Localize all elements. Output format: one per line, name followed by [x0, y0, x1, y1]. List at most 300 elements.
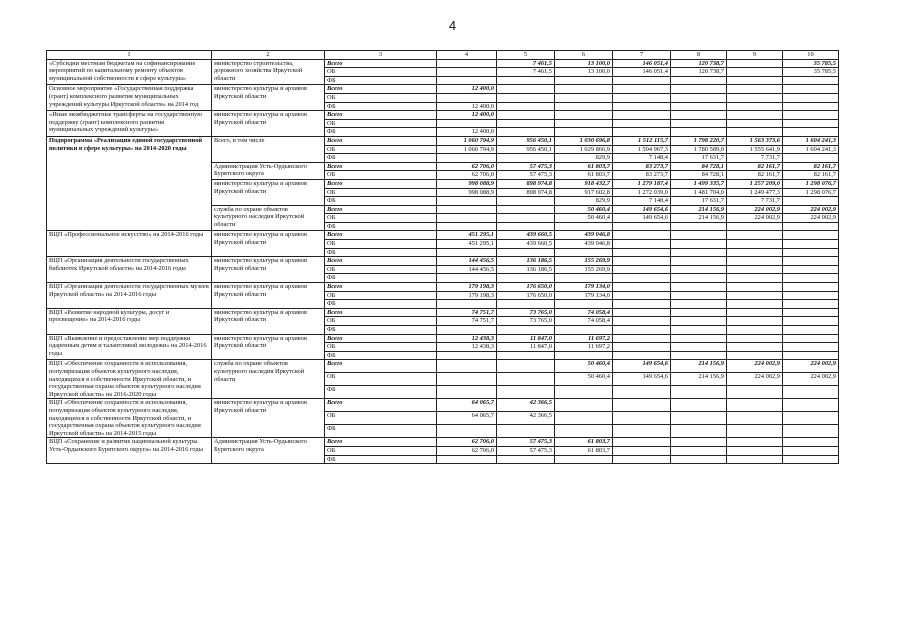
amount-cell: 13 100,0 [555, 68, 613, 77]
amount-cell: 1 257 209,0 [727, 179, 783, 188]
amount-cell [613, 93, 671, 102]
amount-cell [613, 300, 671, 309]
executor: министерство культуры и архивов Иркутской области [212, 283, 325, 309]
column-header: 9 [727, 51, 783, 60]
amount-cell: 1 504 967,3 [613, 145, 671, 154]
funding-source: Всего [325, 334, 437, 343]
amount-cell [671, 240, 727, 249]
amount-cell [783, 291, 839, 300]
amount-cell [497, 300, 555, 309]
amount-cell [613, 248, 671, 257]
amount-cell [613, 438, 671, 447]
program-name: ВЦП «Профессиональное искусство» на 2014-2016 годы [47, 231, 212, 257]
amount-cell [613, 308, 671, 317]
funding-source: ФБ [325, 351, 437, 360]
amount-cell [555, 425, 613, 438]
table-row [47, 231, 839, 240]
page-number: 4 [448, 18, 457, 33]
amount-cell [613, 283, 671, 292]
amount-cell: 214 156,9 [671, 360, 727, 373]
amount-cell: 1 060 794,9 [437, 145, 497, 154]
amount-cell [613, 399, 671, 412]
amount-cell [437, 425, 497, 438]
funding-source: ФБ [325, 425, 437, 438]
amount-cell [727, 425, 783, 438]
funding-source: ФБ [325, 248, 437, 257]
amount-cell [497, 326, 555, 335]
amount-cell: 146 051,4 [613, 59, 671, 68]
amount-cell [497, 85, 555, 94]
executor: министерство культуры и архивов Иркутской области [212, 231, 325, 257]
funding-source: Всего [325, 179, 437, 188]
funding-source: ФБ [325, 274, 437, 283]
amount-cell: 214 156,9 [671, 214, 727, 223]
amount-cell [437, 68, 497, 77]
funding-source: Всего [325, 257, 437, 266]
column-header: 5 [497, 51, 555, 60]
funding-source: Всего [325, 59, 437, 68]
amount-cell [555, 128, 613, 137]
amount-cell: 1 798 220,7 [671, 136, 727, 145]
table-body [47, 51, 839, 464]
amount-cell: 7 148,4 [613, 154, 671, 163]
amount-cell [497, 222, 555, 231]
column-header: 6 [555, 51, 613, 60]
amount-cell [671, 343, 727, 352]
executor: Администрация Усть-Ордынского Бурятского округа [212, 438, 325, 464]
amount-cell [555, 248, 613, 257]
amount-cell [497, 455, 555, 464]
amount-cell: 224 002,9 [783, 205, 839, 214]
amount-cell: 17 631,7 [671, 197, 727, 206]
amount-cell: 155 269,9 [555, 265, 613, 274]
amount-cell [783, 231, 839, 240]
program-name: Основное мероприятие «Государственная поддержка (грант) комплексного развития муниципальных учреждений культуры Иркутской области» на 2014 год [47, 85, 212, 111]
amount-cell: 57 475,3 [497, 171, 555, 180]
amount-cell [727, 351, 783, 360]
amount-cell: 1 030 696,8 [555, 136, 613, 145]
executor: министерство культуры и архивов Иркутской области [212, 111, 325, 137]
amount-cell: 179 134,0 [555, 291, 613, 300]
amount-cell [613, 343, 671, 352]
table-row [47, 438, 839, 447]
executor: Всего, в том числе [212, 136, 325, 162]
amount-cell [613, 317, 671, 326]
amount-cell: 12 438,3 [437, 343, 497, 352]
executor: министерство культуры и архивов Иркутской области [212, 399, 325, 438]
amount-cell: 74 058,4 [555, 308, 613, 317]
amount-cell [437, 351, 497, 360]
amount-cell [613, 386, 671, 399]
funding-source: Всего [325, 85, 437, 94]
amount-cell: 12 400,0 [437, 102, 497, 111]
table-row [47, 283, 839, 292]
amount-cell [437, 248, 497, 257]
funding-source: Всего [325, 136, 437, 145]
amount-cell [727, 317, 783, 326]
amount-cell [727, 240, 783, 249]
amount-cell [671, 265, 727, 274]
funding-source: Всего [325, 162, 437, 171]
amount-cell [783, 399, 839, 412]
amount-cell [671, 274, 727, 283]
amount-cell: 956 450,1 [497, 136, 555, 145]
amount-cell [727, 119, 783, 128]
column-header: 3 [325, 51, 437, 60]
amount-cell [555, 351, 613, 360]
amount-cell [497, 386, 555, 399]
amount-cell: 1 604 241,3 [783, 136, 839, 145]
amount-cell [783, 111, 839, 120]
amount-cell [613, 265, 671, 274]
amount-cell [671, 257, 727, 266]
amount-cell [783, 197, 839, 206]
amount-cell [497, 214, 555, 223]
amount-cell: 224 002,9 [783, 373, 839, 386]
funding-source: ФБ [325, 76, 437, 85]
funding-source: Всего [325, 360, 437, 373]
amount-cell [783, 119, 839, 128]
amount-cell: 829,9 [555, 154, 613, 163]
amount-cell [555, 455, 613, 464]
amount-cell [555, 93, 613, 102]
amount-cell: 62 706,0 [437, 171, 497, 180]
amount-cell [613, 274, 671, 283]
amount-cell: 1 029 866,9 [555, 145, 613, 154]
amount-cell [727, 334, 783, 343]
amount-cell [783, 351, 839, 360]
amount-cell [783, 76, 839, 85]
amount-cell: 1 272 039,0 [613, 188, 671, 197]
amount-cell: 82 161,7 [783, 171, 839, 180]
amount-cell: 74 751,7 [437, 317, 497, 326]
amount-cell [437, 214, 497, 223]
amount-cell [783, 93, 839, 102]
amount-cell [437, 274, 497, 283]
amount-cell: 179 134,0 [555, 283, 613, 292]
amount-cell: 1 298 076,7 [783, 188, 839, 197]
amount-cell: 11 697,2 [555, 343, 613, 352]
table-row [47, 308, 839, 317]
amount-cell [783, 446, 839, 455]
amount-cell [613, 351, 671, 360]
program-name: ВЦП «Организация деятельности государственных музеев Иркутской области» на 2014-2016 годы [47, 283, 212, 309]
amount-cell: 82 161,7 [727, 171, 783, 180]
amount-cell [437, 373, 497, 386]
amount-cell [613, 222, 671, 231]
amount-cell [613, 334, 671, 343]
amount-cell: 7 731,7 [727, 197, 783, 206]
table-row [47, 257, 839, 266]
amount-cell: 7 148,4 [613, 197, 671, 206]
amount-cell: 224 002,9 [727, 360, 783, 373]
executor: министерство культуры и архивов Иркутской области [212, 308, 325, 334]
program-name: ВЦП «Сохранение и развитие национальной культуры Усть-Ордынского Бурятского округа» на 2014-2016 годы [47, 438, 212, 464]
amount-cell [727, 308, 783, 317]
amount-cell: 898 974,8 [497, 179, 555, 188]
amount-cell: 144 456,5 [437, 257, 497, 266]
column-header: 4 [437, 51, 497, 60]
amount-cell: 224 002,9 [783, 214, 839, 223]
amount-cell [555, 119, 613, 128]
amount-cell: 155 269,9 [555, 257, 613, 266]
amount-cell: 214 156,9 [671, 373, 727, 386]
amount-cell [671, 111, 727, 120]
amount-cell: 62 706,0 [437, 162, 497, 171]
amount-cell: 61 803,7 [555, 162, 613, 171]
amount-cell: 11 697,2 [555, 334, 613, 343]
amount-cell [613, 412, 671, 425]
amount-cell: 1 512 115,7 [613, 136, 671, 145]
executor: министерство культуры и архивов Иркутской области [212, 334, 325, 360]
amount-cell: 12 400,0 [437, 85, 497, 94]
amount-cell: 136 186,5 [497, 265, 555, 274]
amount-cell [783, 300, 839, 309]
amount-cell: 83 273,7 [613, 162, 671, 171]
amount-cell [671, 128, 727, 137]
funding-source: ОБ [325, 317, 437, 326]
program-name: ВЦП «Развитие народной культуры, досуг и просвещение» на 2014-2016 годы [47, 308, 212, 334]
amount-cell [727, 446, 783, 455]
amount-cell: 149 654,6 [613, 360, 671, 373]
amount-cell: 50 460,4 [555, 373, 613, 386]
amount-cell [783, 257, 839, 266]
amount-cell: 1 249 477,3 [727, 188, 783, 197]
amount-cell [727, 85, 783, 94]
amount-cell [437, 197, 497, 206]
amount-cell: 224 002,9 [783, 360, 839, 373]
funding-source: ОБ [325, 291, 437, 300]
amount-cell: 64 065,7 [437, 412, 497, 425]
amount-cell: 176 650,0 [497, 283, 555, 292]
amount-cell [727, 386, 783, 399]
amount-cell: 50 460,4 [555, 360, 613, 373]
amount-cell [555, 76, 613, 85]
amount-cell [671, 399, 727, 412]
program-name: ВЦП «Выявление и предоставление мер поддержки одаренным детям и талантливой молодежи» на 2014-2016 годы [47, 334, 212, 360]
amount-cell: 50 460,4 [555, 214, 613, 223]
funding-source: ФБ [325, 326, 437, 335]
amount-cell [555, 102, 613, 111]
executor: служба по охране объектов культурного наследия Иркутской области [212, 205, 325, 231]
table-row [47, 334, 839, 343]
amount-cell [727, 111, 783, 120]
amount-cell: 84 728,1 [671, 162, 727, 171]
amount-cell [783, 425, 839, 438]
amount-cell [613, 119, 671, 128]
amount-cell [727, 128, 783, 137]
amount-cell: 62 706,0 [437, 446, 497, 455]
amount-cell [727, 300, 783, 309]
funding-source: ОБ [325, 171, 437, 180]
column-header: 8 [671, 51, 727, 60]
amount-cell: 146 051,4 [613, 68, 671, 77]
funding-source: ФБ [325, 154, 437, 163]
amount-cell: 84 728,1 [671, 171, 727, 180]
amount-cell: 917 602,8 [555, 188, 613, 197]
amount-cell [783, 248, 839, 257]
amount-cell [437, 326, 497, 335]
amount-cell [555, 386, 613, 399]
amount-cell [671, 248, 727, 257]
amount-cell: 918 432,7 [555, 179, 613, 188]
funding-source: ОБ [325, 145, 437, 154]
amount-cell [783, 85, 839, 94]
executor: министерство культуры и архивов Иркутской области [212, 179, 325, 205]
amount-cell [671, 102, 727, 111]
amount-cell: 956 450,1 [497, 145, 555, 154]
amount-cell [727, 102, 783, 111]
amount-cell [497, 128, 555, 137]
funding-source: Всего [325, 399, 437, 412]
amount-cell [613, 128, 671, 137]
table-row [47, 111, 839, 120]
amount-cell [783, 102, 839, 111]
amount-cell [613, 257, 671, 266]
amount-cell: 17 631,7 [671, 154, 727, 163]
amount-cell: 1 298 076,7 [783, 179, 839, 188]
amount-cell [783, 274, 839, 283]
funding-source: Всего [325, 438, 437, 447]
funding-source: ОБ [325, 119, 437, 128]
amount-cell: 61 803,7 [555, 438, 613, 447]
amount-cell [613, 455, 671, 464]
amount-cell [727, 291, 783, 300]
amount-cell: 1 563 373,6 [727, 136, 783, 145]
amount-cell [671, 119, 727, 128]
amount-cell: 7 731,7 [727, 154, 783, 163]
amount-cell [671, 76, 727, 85]
amount-cell [613, 446, 671, 455]
funding-source: ОБ [325, 412, 437, 425]
column-header: 1 [47, 51, 212, 60]
amount-cell: 224 002,9 [727, 205, 783, 214]
amount-cell [437, 59, 497, 68]
amount-cell: 57 475,3 [497, 438, 555, 447]
amount-cell [555, 274, 613, 283]
amount-cell [783, 455, 839, 464]
amount-cell: 12 400,0 [437, 128, 497, 137]
amount-cell: 50 460,4 [555, 205, 613, 214]
amount-cell [727, 438, 783, 447]
amount-cell [671, 446, 727, 455]
amount-cell [497, 102, 555, 111]
amount-cell [727, 455, 783, 464]
amount-cell [727, 326, 783, 335]
amount-cell [497, 93, 555, 102]
funding-source: ОБ [325, 343, 437, 352]
amount-cell [727, 283, 783, 292]
amount-cell [555, 326, 613, 335]
amount-cell [671, 231, 727, 240]
amount-cell: 74 751,7 [437, 308, 497, 317]
program-name: «Субсидии местным бюджетам на софинансирование мероприятий по капитальному ремонту объектов муниципальной собственности в сфере культуры» [47, 59, 212, 85]
amount-cell: 829,9 [555, 197, 613, 206]
amount-cell [783, 283, 839, 292]
column-header: 7 [613, 51, 671, 60]
amount-cell: 11 847,0 [497, 343, 555, 352]
amount-cell [497, 76, 555, 85]
amount-cell: 61 803,7 [555, 171, 613, 180]
amount-cell [671, 334, 727, 343]
amount-cell [497, 351, 555, 360]
amount-cell: 7 461,5 [497, 59, 555, 68]
amount-cell: 998 088,9 [437, 179, 497, 188]
amount-cell: 1 499 335,7 [671, 179, 727, 188]
amount-cell [613, 85, 671, 94]
amount-cell [497, 248, 555, 257]
funding-source: ФБ [325, 386, 437, 399]
amount-cell [555, 111, 613, 120]
amount-cell [555, 85, 613, 94]
amount-cell [671, 326, 727, 335]
amount-cell [437, 154, 497, 163]
amount-cell: 42 366,5 [497, 412, 555, 425]
amount-cell [437, 205, 497, 214]
amount-cell [613, 326, 671, 335]
amount-cell: 64 065,7 [437, 399, 497, 412]
amount-cell [671, 317, 727, 326]
table-row [47, 360, 839, 373]
amount-cell [671, 300, 727, 309]
amount-cell: 179 198,3 [437, 283, 497, 292]
program-name: ВЦП «Обеспечение сохранности и использования, популяризация объектов культурного наследия, находящихся в собственности Иркутской области, и государственная охрана объектов культурного наследия Иркутской области» на 2014-2015 годы [47, 399, 212, 438]
amount-cell: 120 738,7 [671, 68, 727, 77]
amount-cell [671, 412, 727, 425]
amount-cell: 35 785,5 [783, 59, 839, 68]
program-name: Подпрограмма «Реализация единой государственной политики в сфере культуры» на 2014-2020 годы [47, 136, 212, 231]
amount-cell [727, 68, 783, 77]
amount-cell [613, 425, 671, 438]
amount-cell: 998 088,9 [437, 188, 497, 197]
amount-cell: 224 002,9 [727, 373, 783, 386]
amount-cell: 61 803,7 [555, 446, 613, 455]
amount-cell [783, 438, 839, 447]
amount-cell [437, 386, 497, 399]
amount-cell [727, 399, 783, 412]
table-row [47, 399, 839, 412]
executor: министерство культуры и архивов Иркутской области [212, 257, 325, 283]
amount-cell: 224 002,9 [727, 214, 783, 223]
amount-cell [671, 308, 727, 317]
amount-cell [497, 360, 555, 373]
amount-cell: 1 060 794,9 [437, 136, 497, 145]
amount-cell [613, 76, 671, 85]
amount-cell [727, 343, 783, 352]
amount-cell: 73 765,0 [497, 317, 555, 326]
amount-cell: 120 738,7 [671, 59, 727, 68]
funding-source: Всего [325, 111, 437, 120]
amount-cell: 1 604 241,3 [783, 145, 839, 154]
amount-cell [437, 76, 497, 85]
amount-cell [783, 334, 839, 343]
table-row [47, 85, 839, 94]
amount-cell [783, 317, 839, 326]
funding-source: ФБ [325, 222, 437, 231]
funding-source: ФБ [325, 197, 437, 206]
amount-cell [555, 300, 613, 309]
amount-cell: 62 706,0 [437, 438, 497, 447]
amount-cell: 11 847,0 [497, 334, 555, 343]
amount-cell [671, 425, 727, 438]
amount-cell [671, 438, 727, 447]
amount-cell: 83 273,7 [613, 171, 671, 180]
amount-cell: 73 765,0 [497, 308, 555, 317]
funding-source: ОБ [325, 446, 437, 455]
funding-source: Всего [325, 205, 437, 214]
amount-cell [497, 197, 555, 206]
amount-cell [497, 274, 555, 283]
